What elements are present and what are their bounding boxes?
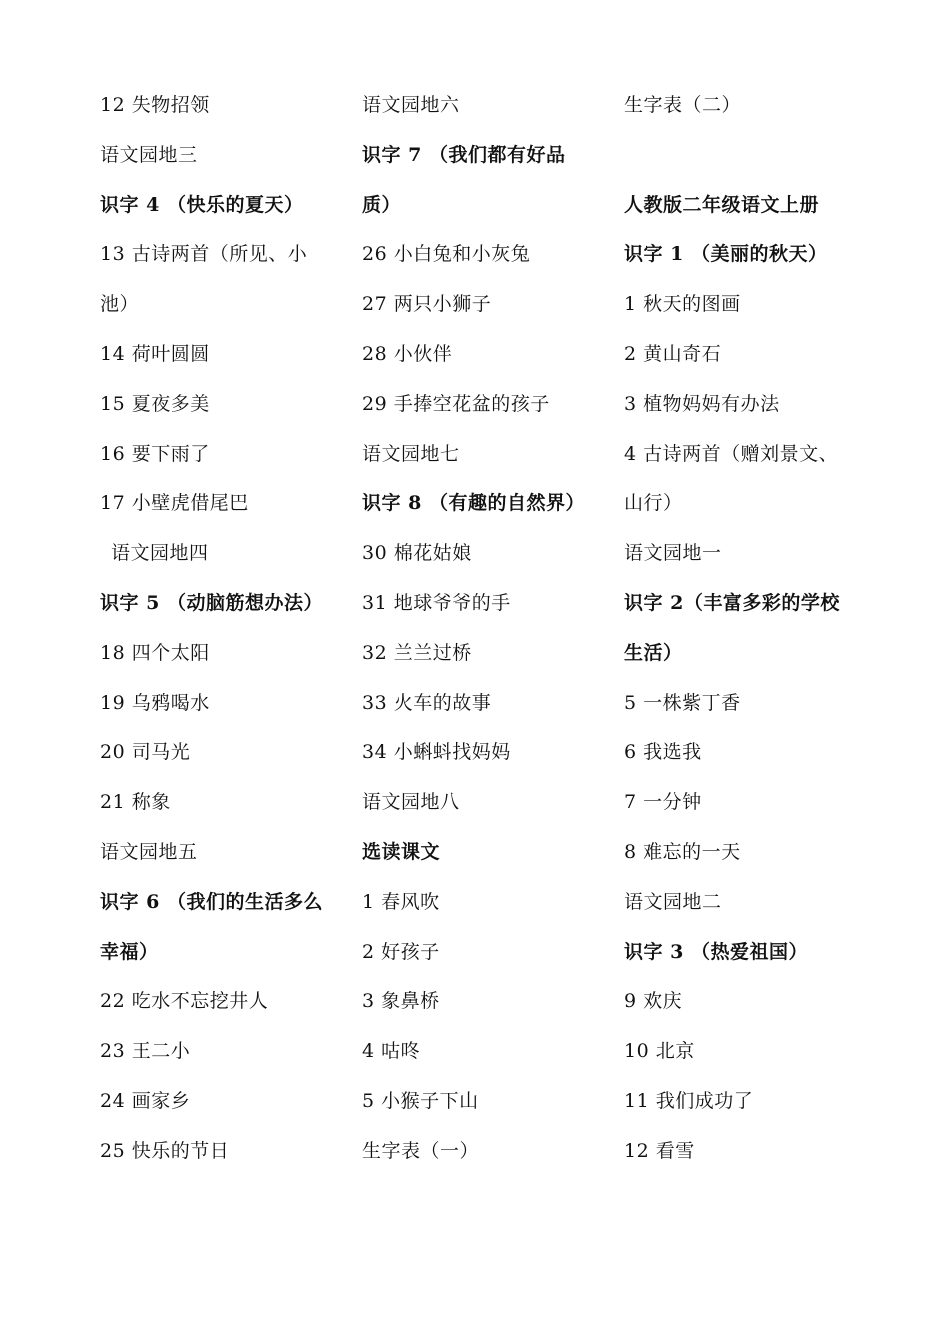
toc-entry: 22 吃水不忘挖井人 — [100, 990, 269, 1013]
section-heading: 识字 1 （美丽的秋天） — [624, 243, 828, 266]
section-heading: 识字 8 （有趣的自然界） — [362, 492, 585, 515]
toc-entry: 12 看雪 — [624, 1139, 695, 1162]
toc-entry: 33 火车的故事 — [362, 691, 492, 714]
toc-entry: 语文园地七 — [362, 442, 460, 465]
toc-entry: 语文园地六 — [362, 94, 460, 116]
toc-entry: 4 古诗两首（赠刘景文、 — [624, 442, 839, 465]
section-heading: 识字 7 （我们都有好品 — [362, 143, 566, 166]
toc-entry: 25 快乐的节日 — [100, 1139, 230, 1162]
toc-entry — [624, 131, 874, 181]
toc-entry: 语文园地一 — [624, 542, 722, 565]
toc-entry: 语文园地三 — [100, 143, 198, 166]
toc-entry: 21 称象 — [100, 791, 171, 814]
toc-entry: 4 咕咚 — [362, 1040, 421, 1063]
section-heading: 识字 3 （热爱祖国） — [624, 940, 808, 963]
section-heading: 幸福） — [100, 940, 159, 963]
toc-entry: 池） — [100, 293, 140, 316]
section-heading: 识字 6 （我们的生活多么 — [100, 890, 323, 913]
toc-entry: 语文园地五 — [100, 840, 198, 863]
toc-entry: 31 地球爷爷的手 — [362, 591, 511, 614]
toc-entry: 1 秋天的图画 — [624, 293, 741, 316]
toc-entry: 28 小伙伴 — [362, 342, 453, 365]
column-1 — [100, 81, 350, 1177]
column-2 — [362, 81, 612, 1177]
toc-entry: 23 王二小 — [100, 1040, 191, 1063]
toc-entry: 15 夏夜多美 — [100, 392, 210, 415]
toc-entry: 29 手捧空花盆的孩子 — [362, 392, 550, 415]
toc-entry: 26 小白兔和小灰兔 — [362, 243, 531, 266]
section-heading: 识字 4 （快乐的夏天） — [100, 193, 304, 216]
section-heading: 生活） — [624, 641, 683, 664]
toc-entry: 20 司马光 — [100, 741, 191, 764]
toc-entry: 5 一株紫丁香 — [624, 691, 741, 714]
section-heading: 选读课文 — [362, 840, 441, 863]
toc-entry: 24 画家乡 — [100, 1089, 191, 1112]
toc-entry: 17 小壁虎借尾巴 — [100, 492, 249, 515]
toc-entry: 2 黄山奇石 — [624, 342, 722, 365]
section-heading: 人教版二年级语文上册 — [624, 193, 820, 216]
toc-entry: 1 春风吹 — [362, 890, 440, 913]
toc-entry: 32 兰兰过桥 — [362, 641, 472, 664]
section-heading: 识字 5 （动脑筋想办法） — [100, 591, 323, 614]
toc-entry: 语文园地四 — [111, 542, 209, 565]
column-3 — [624, 81, 874, 1177]
toc-entry: 27 两只小狮子 — [362, 293, 492, 316]
section-heading: 识字 2（丰富多彩的学校 — [624, 591, 840, 614]
toc-entry: 14 荷叶圆圆 — [100, 342, 210, 365]
toc-entry: 13 古诗两首（所见、小 — [100, 243, 308, 266]
section-heading: 质） — [362, 193, 402, 216]
toc-entry: 9 欢庆 — [624, 990, 683, 1013]
toc-entry: 语文园地八 — [362, 791, 460, 814]
toc-entry: 16 要下雨了 — [100, 442, 210, 465]
toc-entry: 19 乌鸦喝水 — [100, 691, 210, 714]
toc-entry: 生字表（二） — [624, 94, 742, 116]
toc-entry: 18 四个太阳 — [100, 641, 210, 664]
toc-entry: 8 难忘的一天 — [624, 840, 741, 863]
toc-entry: 山行） — [624, 492, 683, 515]
toc-entry: 30 棉花姑娘 — [362, 542, 472, 565]
toc-entry: 12 失物招领 — [100, 94, 210, 116]
toc-entry: 5 小猴子下山 — [362, 1089, 479, 1112]
toc-entry: 34 小蝌蚪找妈妈 — [362, 741, 511, 764]
toc-entry: 生字表（一） — [362, 1139, 480, 1162]
toc-entry: 语文园地二 — [624, 890, 722, 913]
toc-entry: 7 一分钟 — [624, 791, 702, 814]
toc-entry: 3 象鼻桥 — [362, 990, 440, 1013]
toc-entry: 3 植物妈妈有办法 — [624, 392, 780, 415]
toc-entry: 6 我选我 — [624, 741, 702, 764]
toc-entry: 11 我们成功了 — [624, 1089, 754, 1112]
toc-entry: 10 北京 — [624, 1040, 695, 1063]
toc-entry: 2 好孩子 — [362, 940, 440, 963]
